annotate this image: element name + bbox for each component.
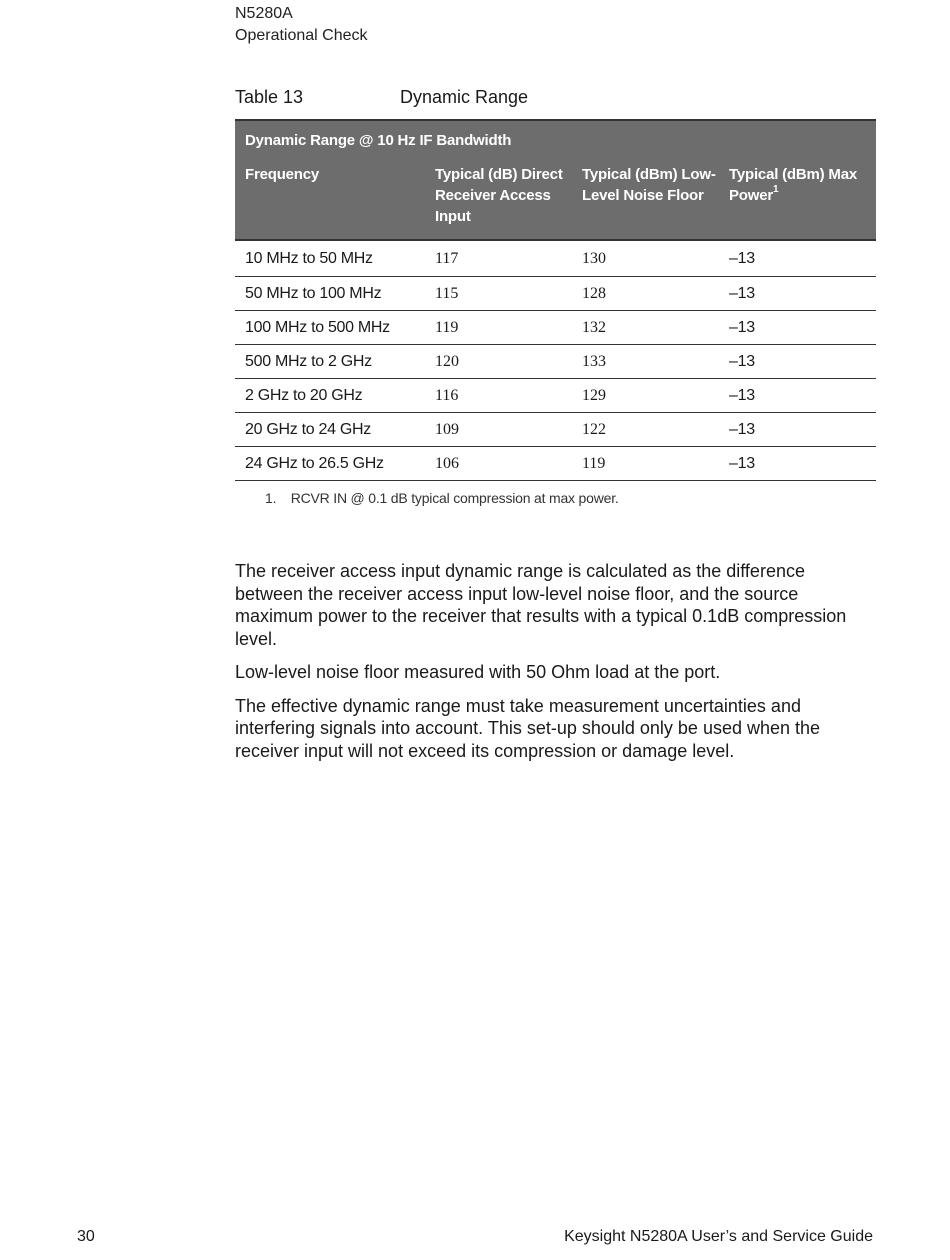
cell-noise-floor: 132 — [582, 318, 606, 336]
column-header-direct-receiver-access: Typical (dB) Direct Receiver Access Input — [435, 166, 563, 225]
cell-max-power: –13 — [729, 420, 755, 438]
column-header-max-power — [729, 164, 876, 227]
table-row — [235, 447, 876, 481]
cell-direct-receiver-access: 119 — [435, 318, 459, 336]
cell-noise-floor: 119 — [582, 454, 606, 472]
cell-frequency: 10 MHz to 50 MHz — [245, 249, 373, 267]
dynamic-range-table — [235, 119, 876, 481]
cell-direct-receiver-access: 116 — [435, 386, 459, 404]
cell-max-power: –13 — [729, 318, 755, 336]
cell-max-power: –13 — [729, 386, 755, 404]
table-body — [235, 241, 876, 481]
table-row — [235, 311, 876, 345]
cell-frequency: 2 GHz to 20 GHz — [245, 386, 363, 404]
cell-direct-receiver-access: 120 — [435, 352, 459, 370]
cell-max-power: –13 — [729, 352, 755, 370]
body-text — [235, 560, 875, 773]
cell-direct-receiver-access: 109 — [435, 420, 459, 438]
table-row — [235, 277, 876, 311]
footnote-text: RCVR IN @ 0.1 dB typical compression at max power. — [290, 490, 619, 506]
column-header-noise-floor: Typical (dBm) Low-Level Noise Floor — [582, 166, 716, 204]
page-header — [235, 3, 368, 47]
paragraph: The effective dynamic range must take measurement uncertainties and interfering signals into account. This set-up should only be used when the receiver input will not exceed its compression or damage level. — [235, 695, 821, 761]
table-footnote — [265, 490, 619, 506]
table-title: Dynamic Range — [400, 87, 529, 107]
paragraph: Low-level noise floor measured with 50 Ohm load at the port. — [235, 662, 721, 682]
table-number: Table 13 — [235, 87, 304, 107]
cell-max-power: –13 — [729, 454, 755, 472]
table-row — [235, 241, 876, 277]
cell-noise-floor: 128 — [582, 284, 606, 302]
guide-title: Keysight N5280A User’s and Service Guide — [564, 1228, 873, 1245]
header-model: N5280A — [235, 5, 293, 22]
table-row — [235, 413, 876, 447]
paragraph: The receiver access input dynamic range is calculated as the difference between the receiver access input low-level noise floor, and the source maximum power to the receiver that results with a typical 0.1dB compression level. — [235, 561, 847, 649]
cell-frequency: 50 MHz to 100 MHz — [245, 284, 382, 302]
cell-frequency: 24 GHz to 26.5 GHz — [245, 454, 384, 472]
table-header — [235, 119, 876, 241]
cell-frequency: 100 MHz to 500 MHz — [245, 318, 390, 336]
cell-noise-floor: 133 — [582, 352, 606, 370]
cell-noise-floor: 130 — [582, 249, 606, 267]
table-row — [235, 345, 876, 379]
table-group-header: Dynamic Range @ 10 Hz IF Bandwidth — [245, 132, 512, 149]
cell-frequency: 500 MHz to 2 GHz — [245, 352, 372, 370]
cell-noise-floor: 129 — [582, 386, 606, 404]
column-header-max-power-label: Typical (dBm) Max Power — [729, 166, 858, 204]
header-section: Operational Check — [235, 27, 368, 44]
cell-max-power: –13 — [729, 284, 755, 302]
column-header-frequency: Frequency — [245, 166, 320, 183]
table-row — [235, 379, 876, 413]
table-column-headers — [235, 156, 876, 239]
footnote-reference: 1 — [773, 184, 779, 195]
cell-max-power: –13 — [729, 249, 755, 267]
footnote-number: 1. — [265, 490, 277, 506]
cell-noise-floor: 122 — [582, 420, 606, 438]
cell-frequency: 20 GHz to 24 GHz — [245, 420, 371, 438]
cell-direct-receiver-access: 115 — [435, 284, 459, 302]
cell-direct-receiver-access: 117 — [435, 249, 459, 267]
page-number: 30 — [77, 1228, 95, 1245]
cell-direct-receiver-access: 106 — [435, 454, 459, 472]
